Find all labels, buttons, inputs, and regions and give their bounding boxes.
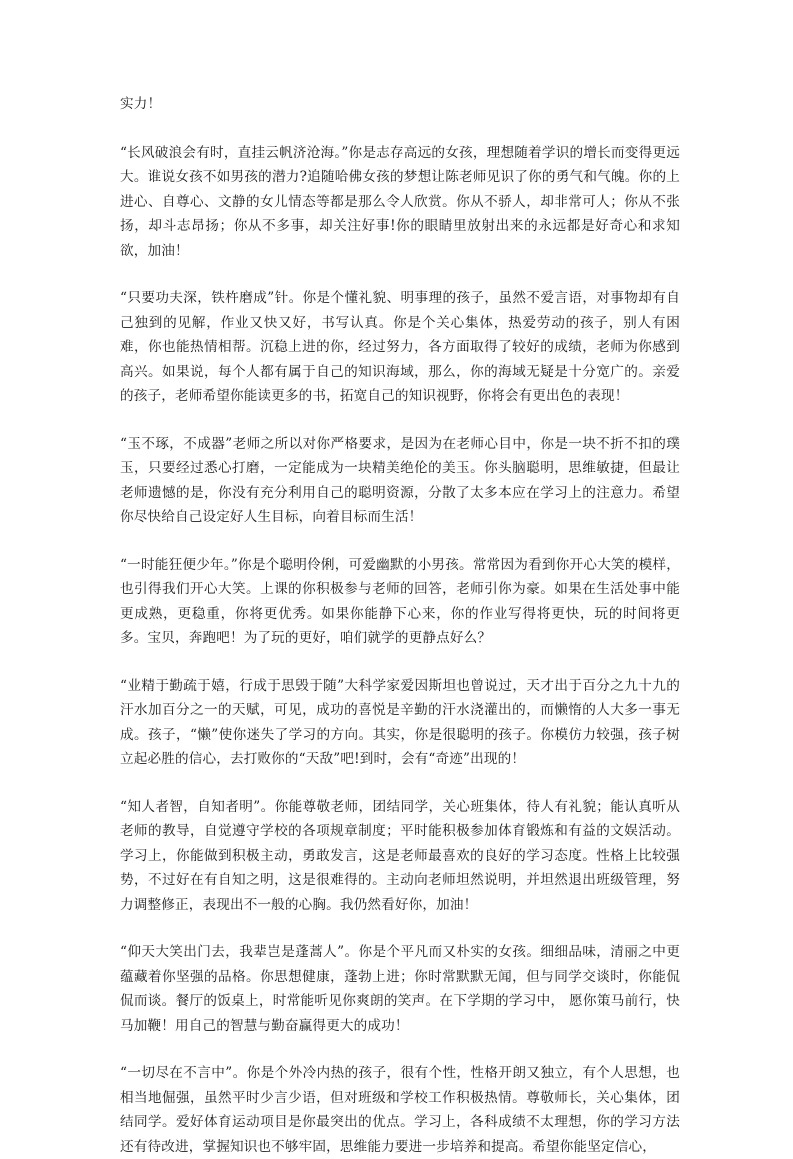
document-page bbox=[120, 92, 680, 1159]
paragraph-comment-5: “业精于勤疏于嬉，行成于思毁于随”大科学家爱因斯坦也曾说过，天才出于百分之九十九的汗水加百分之一的天赋，可见，成功的喜悦是辛勤的汗水浇灌出的，而懒惰的人大多一事无成。孩子，“懒”使你迷失了学习的方向。其实，你是很聪明的孩子。你模仿力较强，孩子树立起必胜的信心，去打败你的“天敌”吧!到时，会有“奇迹”出现的！ bbox=[120, 677, 680, 767]
paragraph-comment-4: “一时能狂便少年。”你是个聪明伶俐，可爱幽默的小男孩。常常因为看到你开心大笑的模样，也引得我们开心大笑。上课的你积极参与老师的回答，老师引你为豪。如果在生活处事中能更成熟，更稳重，你将更优秀。如果你能静下心来，你的作业写得将更快，玩的时间将更多。宝贝，奔跑吧！为了玩的更好，咱们就学的更静点好么？ bbox=[120, 556, 680, 646]
paragraph-comment-2: “只要功夫深，铁杵磨成”针。你是个懂礼貌、明事理的孩子，虽然不爱言语，对事物却有自己独到的见解，作业又快又好，书写认真。你是个关心集体，热爱劳动的孩子，别人有困难，你也能热情相帮。沉稳上进的你，经过努力，各方面取得了较好的成绩，老师为你感到高兴。如果说，每个人都有属于自己的知识海域，那么，你的海域无疑是十分宽广的。亲爱的孩子，老师希望你能读更多的书，拓宽自己的知识视野，你将会有更出色的表现！ bbox=[120, 290, 680, 404]
paragraph-comment-3: “玉不琢，不成器”老师之所以对你严格要求，是因为在老师心目中，你是一块不折不扣的璞玉，只要经过悉心打磨，一定能成为一块精美绝伦的美玉。你头脑聪明，思维敏捷，但最让老师遗憾的是，你没有充分利用自己的聪明资源，分散了太多本应在学习上的注意力。希望你尽快给自己设定好人生目标，向着目标而生活！ bbox=[120, 435, 680, 525]
paragraph-opening-fragment: 实力！ bbox=[120, 96, 162, 112]
paragraph-comment-7: “仰天大笑出门去，我辈岂是蓬蒿人”。你是个平凡而又朴实的女孩。细细品味，清丽之中更蕴藏着你坚强的品格。你思想健康，蓬勃上进；你时常默默无闻，但与同学交谈时，你能侃侃而谈。餐厅的饭桌上，时常能听见你爽朗的笑声。在下学期的学习中， 愿你策马前行，快马加鞭！用自己的智慧与勤奋赢得更大的成功！ bbox=[120, 944, 680, 1034]
paragraph-comment-6: “知人者智，自知者明”。你能尊敬老师，团结同学，关心班集体，待人有礼貌；能认真听从老师的教导，自觉遵守学校的各项规章制度；平时能积极参加体育锻炼和有益的文娱活动。学习上，你能做到积极主动，勇敢发言，这是老师最喜欢的良好的学习态度。性格上比较强势，不过好在有自知之明，这是很难得的。主动向老师坦然说明，并坦然退出班级管理，努力调整修正，表现出不一般的心胸。我仍然看好你，加油！ bbox=[120, 798, 680, 913]
paragraph-comment-8: “一切尽在不言中”。你是个外冷内热的孩子，很有个性，性格开朗又独立，有个人思想，也相当地倔强，虽然平时少言少语，但对班级和学校工作积极热情。尊敬师长，关心集体，团结同学。爱好体育运动项目是你最突出的优点。学习上，各科成绩不太理想，你的学习方法还有待改进，掌握知识也不够牢固，思维能力要进一步培养和提高。希望你能坚定信心， bbox=[120, 1065, 680, 1155]
paragraph-comment-1: “长风破浪会有时，直挂云帆济沧海。”你是志存高远的女孩，理想随着学识的增长而变得更远大。谁说女孩不如男孩的潜力?追随哈佛女孩的梦想让陈老师见识了你的勇气和气魄。你的上进心、自尊心、文静的女儿情态等都是那么令人欣赏。你从不骄人，却非常可人；你从不张扬，却斗志昂扬；你从不多事，却关注好事!你的眼睛里放射出来的永远都是好奇心和求知欲，加油！ bbox=[120, 144, 680, 259]
